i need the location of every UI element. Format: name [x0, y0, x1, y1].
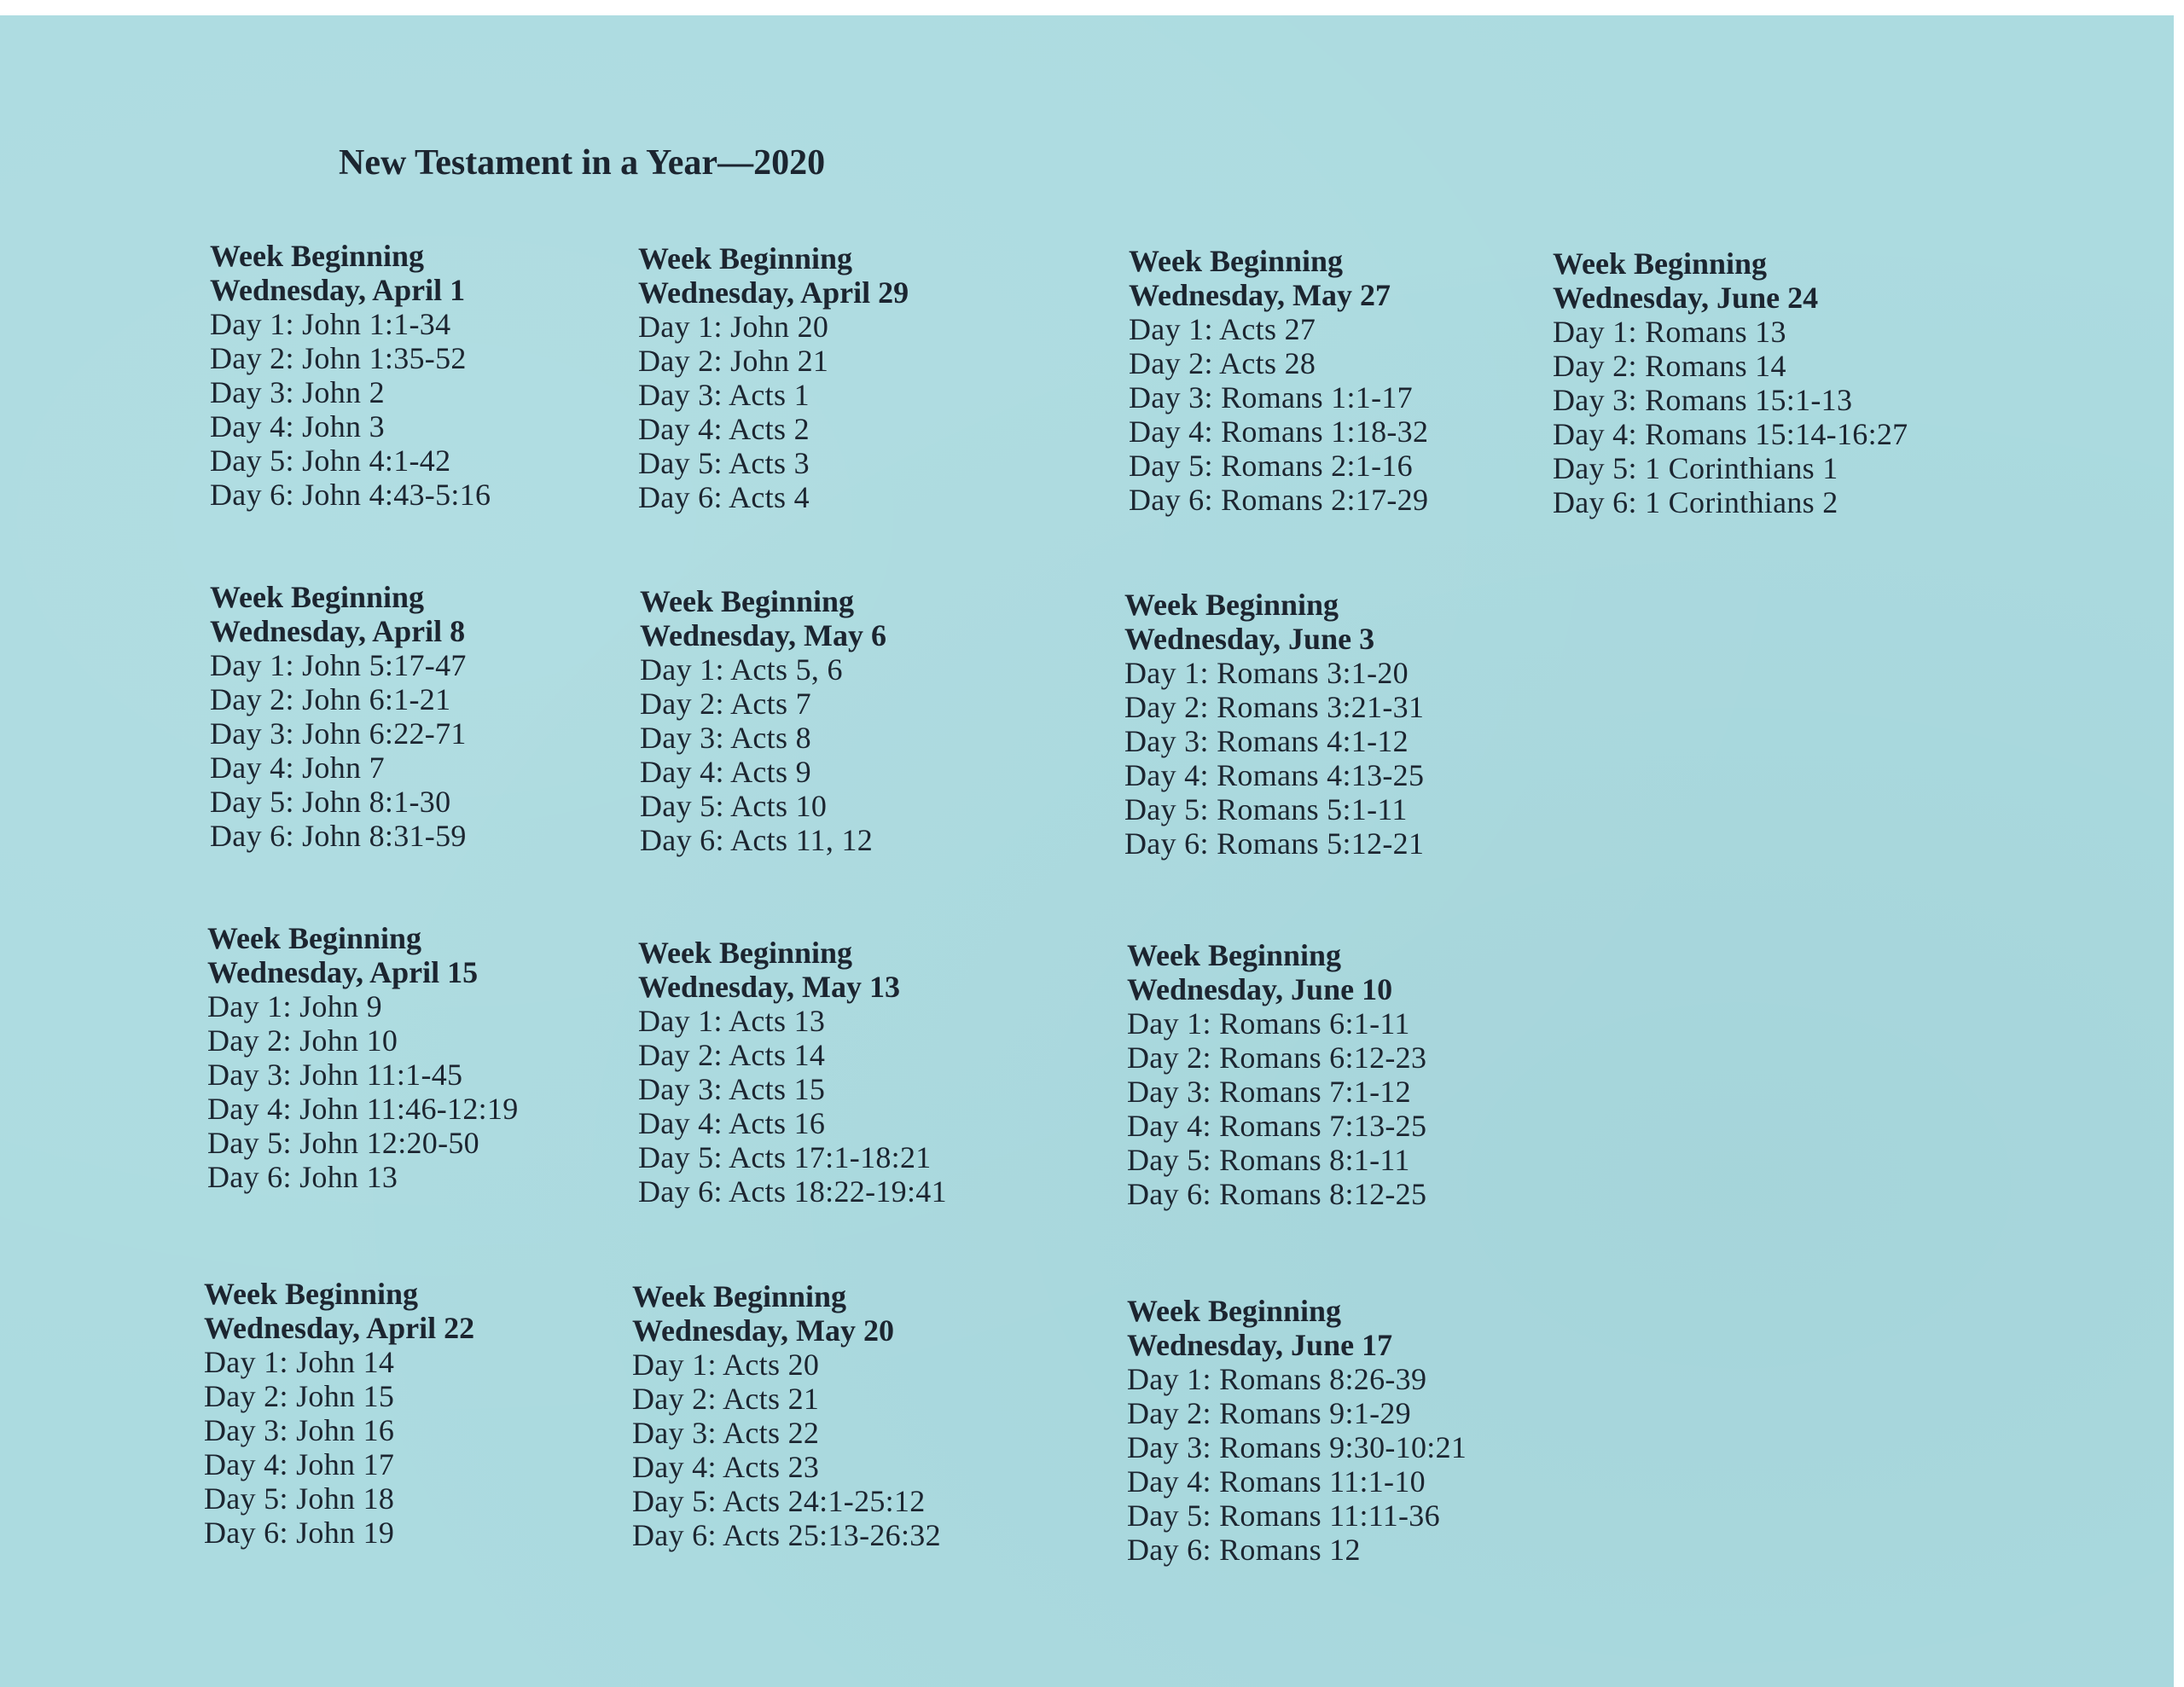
- week-heading-label: Week Beginning: [1553, 246, 1768, 281]
- day-reading: Day 3: John 6:22-71: [210, 716, 467, 751]
- week-block-may-20: [632, 1279, 941, 1552]
- day-reading: Day 5: Romans 2:1-16: [1129, 449, 1413, 483]
- day-reading: Day 5: John 12:20-50: [207, 1126, 479, 1160]
- day-reading: Day 6: Romans 5:12-21: [1124, 826, 1425, 861]
- week-date: Wednesday, April 22: [204, 1311, 475, 1345]
- day-reading: Day 1: Romans 13: [1553, 315, 1786, 349]
- day-reading: Day 4: Acts 2: [638, 412, 810, 446]
- day-reading: Day 3: John 11:1-45: [207, 1058, 463, 1092]
- week-block-april-15: [207, 921, 519, 1194]
- week-date: Wednesday, June 3: [1124, 622, 1375, 656]
- week-block-june-10: [1127, 938, 1426, 1211]
- week-block-april-22: [204, 1277, 474, 1550]
- day-reading: Day 6: John 8:31-59: [210, 819, 467, 853]
- day-reading: Day 3: Acts 22: [632, 1416, 820, 1450]
- day-reading: Day 2: Romans 9:1-29: [1127, 1396, 1411, 1430]
- day-reading: Day 3: Acts 15: [638, 1072, 826, 1106]
- day-reading: Day 2: John 15: [204, 1379, 395, 1413]
- day-reading: Day 3: Romans 15:1-13: [1553, 383, 1853, 417]
- day-reading: Day 1: Romans 6:1-11: [1127, 1006, 1410, 1041]
- day-reading: Day 2: Acts 14: [638, 1038, 826, 1072]
- week-block-june-3: [1124, 588, 1424, 861]
- week-date: Wednesday, April 1: [210, 273, 466, 307]
- day-reading: Day 1: John 20: [638, 310, 829, 344]
- week-heading-label: Week Beginning: [210, 580, 425, 614]
- week-heading-label: Week Beginning: [1124, 588, 1339, 622]
- day-reading: Day 4: John 7: [210, 751, 385, 785]
- day-reading: Day 5: John 4:1-42: [210, 443, 451, 478]
- week-date: Wednesday, April 8: [210, 614, 466, 648]
- day-reading: Day 3: Acts 1: [638, 378, 810, 412]
- day-reading: Day 1: Acts 20: [632, 1348, 820, 1382]
- week-date: Wednesday, May 13: [638, 970, 901, 1004]
- week-heading-label: Week Beginning: [1129, 244, 1344, 278]
- day-reading: Day 1: Acts 5, 6: [640, 652, 843, 687]
- day-reading: Day 1: John 1:1-34: [210, 307, 451, 341]
- day-reading: Day 1: Romans 8:26-39: [1127, 1362, 1427, 1396]
- week-block-june-17: [1127, 1294, 1467, 1567]
- week-heading-label: Week Beginning: [204, 1277, 419, 1311]
- day-reading: Day 6: John 4:43-5:16: [210, 478, 491, 512]
- day-reading: Day 1: Acts 13: [638, 1004, 826, 1038]
- day-reading: Day 5: Acts 10: [640, 789, 828, 823]
- day-reading: Day 5: Acts 24:1-25:12: [632, 1484, 926, 1518]
- day-reading: Day 6: Romans 2:17-29: [1129, 483, 1429, 517]
- week-heading-label: Week Beginning: [638, 936, 853, 970]
- day-reading: Day 3: John 16: [204, 1413, 395, 1447]
- week-date: Wednesday, May 20: [632, 1313, 895, 1348]
- week-heading-label: Week Beginning: [207, 921, 422, 955]
- week-date: Wednesday, May 27: [1129, 278, 1391, 312]
- day-reading: Day 2: Acts 28: [1129, 346, 1316, 380]
- day-reading: Day 6: John 13: [207, 1160, 398, 1194]
- page-title: New Testament in a Year—2020: [339, 143, 826, 183]
- week-heading-label: Week Beginning: [210, 239, 425, 273]
- week-date: Wednesday, April 29: [638, 275, 909, 310]
- day-reading: Day 5: John 18: [204, 1481, 395, 1516]
- day-reading: Day 4: Romans 1:18-32: [1129, 415, 1429, 449]
- day-reading: Day 4: Acts 9: [640, 755, 811, 789]
- day-reading: Day 6: John 19: [204, 1516, 395, 1550]
- day-reading: Day 2: Romans 3:21-31: [1124, 690, 1425, 724]
- week-block-april-8: [210, 580, 467, 853]
- day-reading: Day 2: Acts 21: [632, 1382, 820, 1416]
- day-reading: Day 6: Acts 25:13-26:32: [632, 1518, 941, 1552]
- day-reading: Day 2: Romans 6:12-23: [1127, 1041, 1427, 1075]
- day-reading: Day 1: John 14: [204, 1345, 395, 1379]
- week-date: Wednesday, April 15: [207, 955, 479, 989]
- day-reading: Day 3: John 2: [210, 375, 385, 409]
- week-date: Wednesday, June 17: [1127, 1328, 1393, 1362]
- day-reading: Day 4: Romans 11:1-10: [1127, 1464, 1426, 1499]
- day-reading: Day 4: John 3: [210, 409, 385, 443]
- week-block-april-29: [638, 241, 909, 514]
- day-reading: Day 3: Romans 1:1-17: [1129, 380, 1413, 415]
- day-reading: Day 1: Romans 3:1-20: [1124, 656, 1409, 690]
- day-reading: Day 2: Acts 7: [640, 687, 811, 721]
- day-reading: Day 5: Romans 8:1-11: [1127, 1143, 1410, 1177]
- day-reading: Day 5: Romans 11:11-36: [1127, 1499, 1440, 1533]
- week-block-may-13: [638, 936, 947, 1209]
- day-reading: Day 4: Romans 7:13-25: [1127, 1109, 1427, 1143]
- day-reading: Day 4: Romans 4:13-25: [1124, 758, 1425, 792]
- day-reading: Day 4: Acts 16: [638, 1106, 826, 1140]
- day-reading: Day 1: Acts 27: [1129, 312, 1316, 346]
- day-reading: Day 4: Acts 23: [632, 1450, 820, 1484]
- day-reading: Day 6: Acts 11, 12: [640, 823, 874, 857]
- day-reading: Day 2: Romans 14: [1553, 349, 1786, 383]
- day-reading: Day 4: John 17: [204, 1447, 395, 1481]
- week-block-may-27: [1129, 244, 1428, 517]
- week-date: Wednesday, May 6: [640, 618, 887, 652]
- day-reading: Day 5: Acts 17:1-18:21: [638, 1140, 932, 1174]
- week-date: Wednesday, June 24: [1553, 281, 1819, 315]
- day-reading: Day 6: Acts 4: [638, 480, 810, 514]
- week-heading-label: Week Beginning: [1127, 938, 1342, 972]
- day-reading: Day 2: John 10: [207, 1023, 398, 1058]
- day-reading: Day 4: Romans 15:14-16:27: [1553, 417, 1908, 451]
- day-reading: Day 1: John 5:17-47: [210, 648, 467, 682]
- day-reading: Day 6: Acts 18:22-19:41: [638, 1174, 947, 1209]
- day-reading: Day 3: Romans 4:1-12: [1124, 724, 1409, 758]
- week-heading-label: Week Beginning: [638, 241, 853, 275]
- week-heading-label: Week Beginning: [632, 1279, 847, 1313]
- day-reading: Day 5: Romans 5:1-11: [1124, 792, 1408, 826]
- day-reading: Day 2: John 21: [638, 344, 829, 378]
- day-reading: Day 6: Romans 12: [1127, 1533, 1361, 1567]
- day-reading: Day 2: John 1:35-52: [210, 341, 467, 375]
- day-reading: Day 1: John 9: [207, 989, 382, 1023]
- day-reading: Day 3: Romans 9:30-10:21: [1127, 1430, 1467, 1464]
- day-reading: Day 5: Acts 3: [638, 446, 810, 480]
- day-reading: Day 6: 1 Corinthians 2: [1553, 485, 1838, 519]
- week-block-may-6: [640, 584, 886, 857]
- day-reading: Day 6: Romans 8:12-25: [1127, 1177, 1427, 1211]
- week-block-april-1: [210, 239, 491, 512]
- day-reading: Day 2: John 6:1-21: [210, 682, 451, 716]
- week-date: Wednesday, June 10: [1127, 972, 1393, 1006]
- day-reading: Day 5: 1 Corinthians 1: [1553, 451, 1838, 485]
- day-reading: Day 5: John 8:1-30: [210, 785, 451, 819]
- day-reading: Day 3: Acts 8: [640, 721, 811, 755]
- day-reading: Day 3: Romans 7:1-12: [1127, 1075, 1411, 1109]
- week-heading-label: Week Beginning: [1127, 1294, 1342, 1328]
- week-heading-label: Week Beginning: [640, 584, 855, 618]
- week-block-june-24: [1553, 246, 1908, 519]
- day-reading: Day 4: John 11:46-12:19: [207, 1092, 519, 1126]
